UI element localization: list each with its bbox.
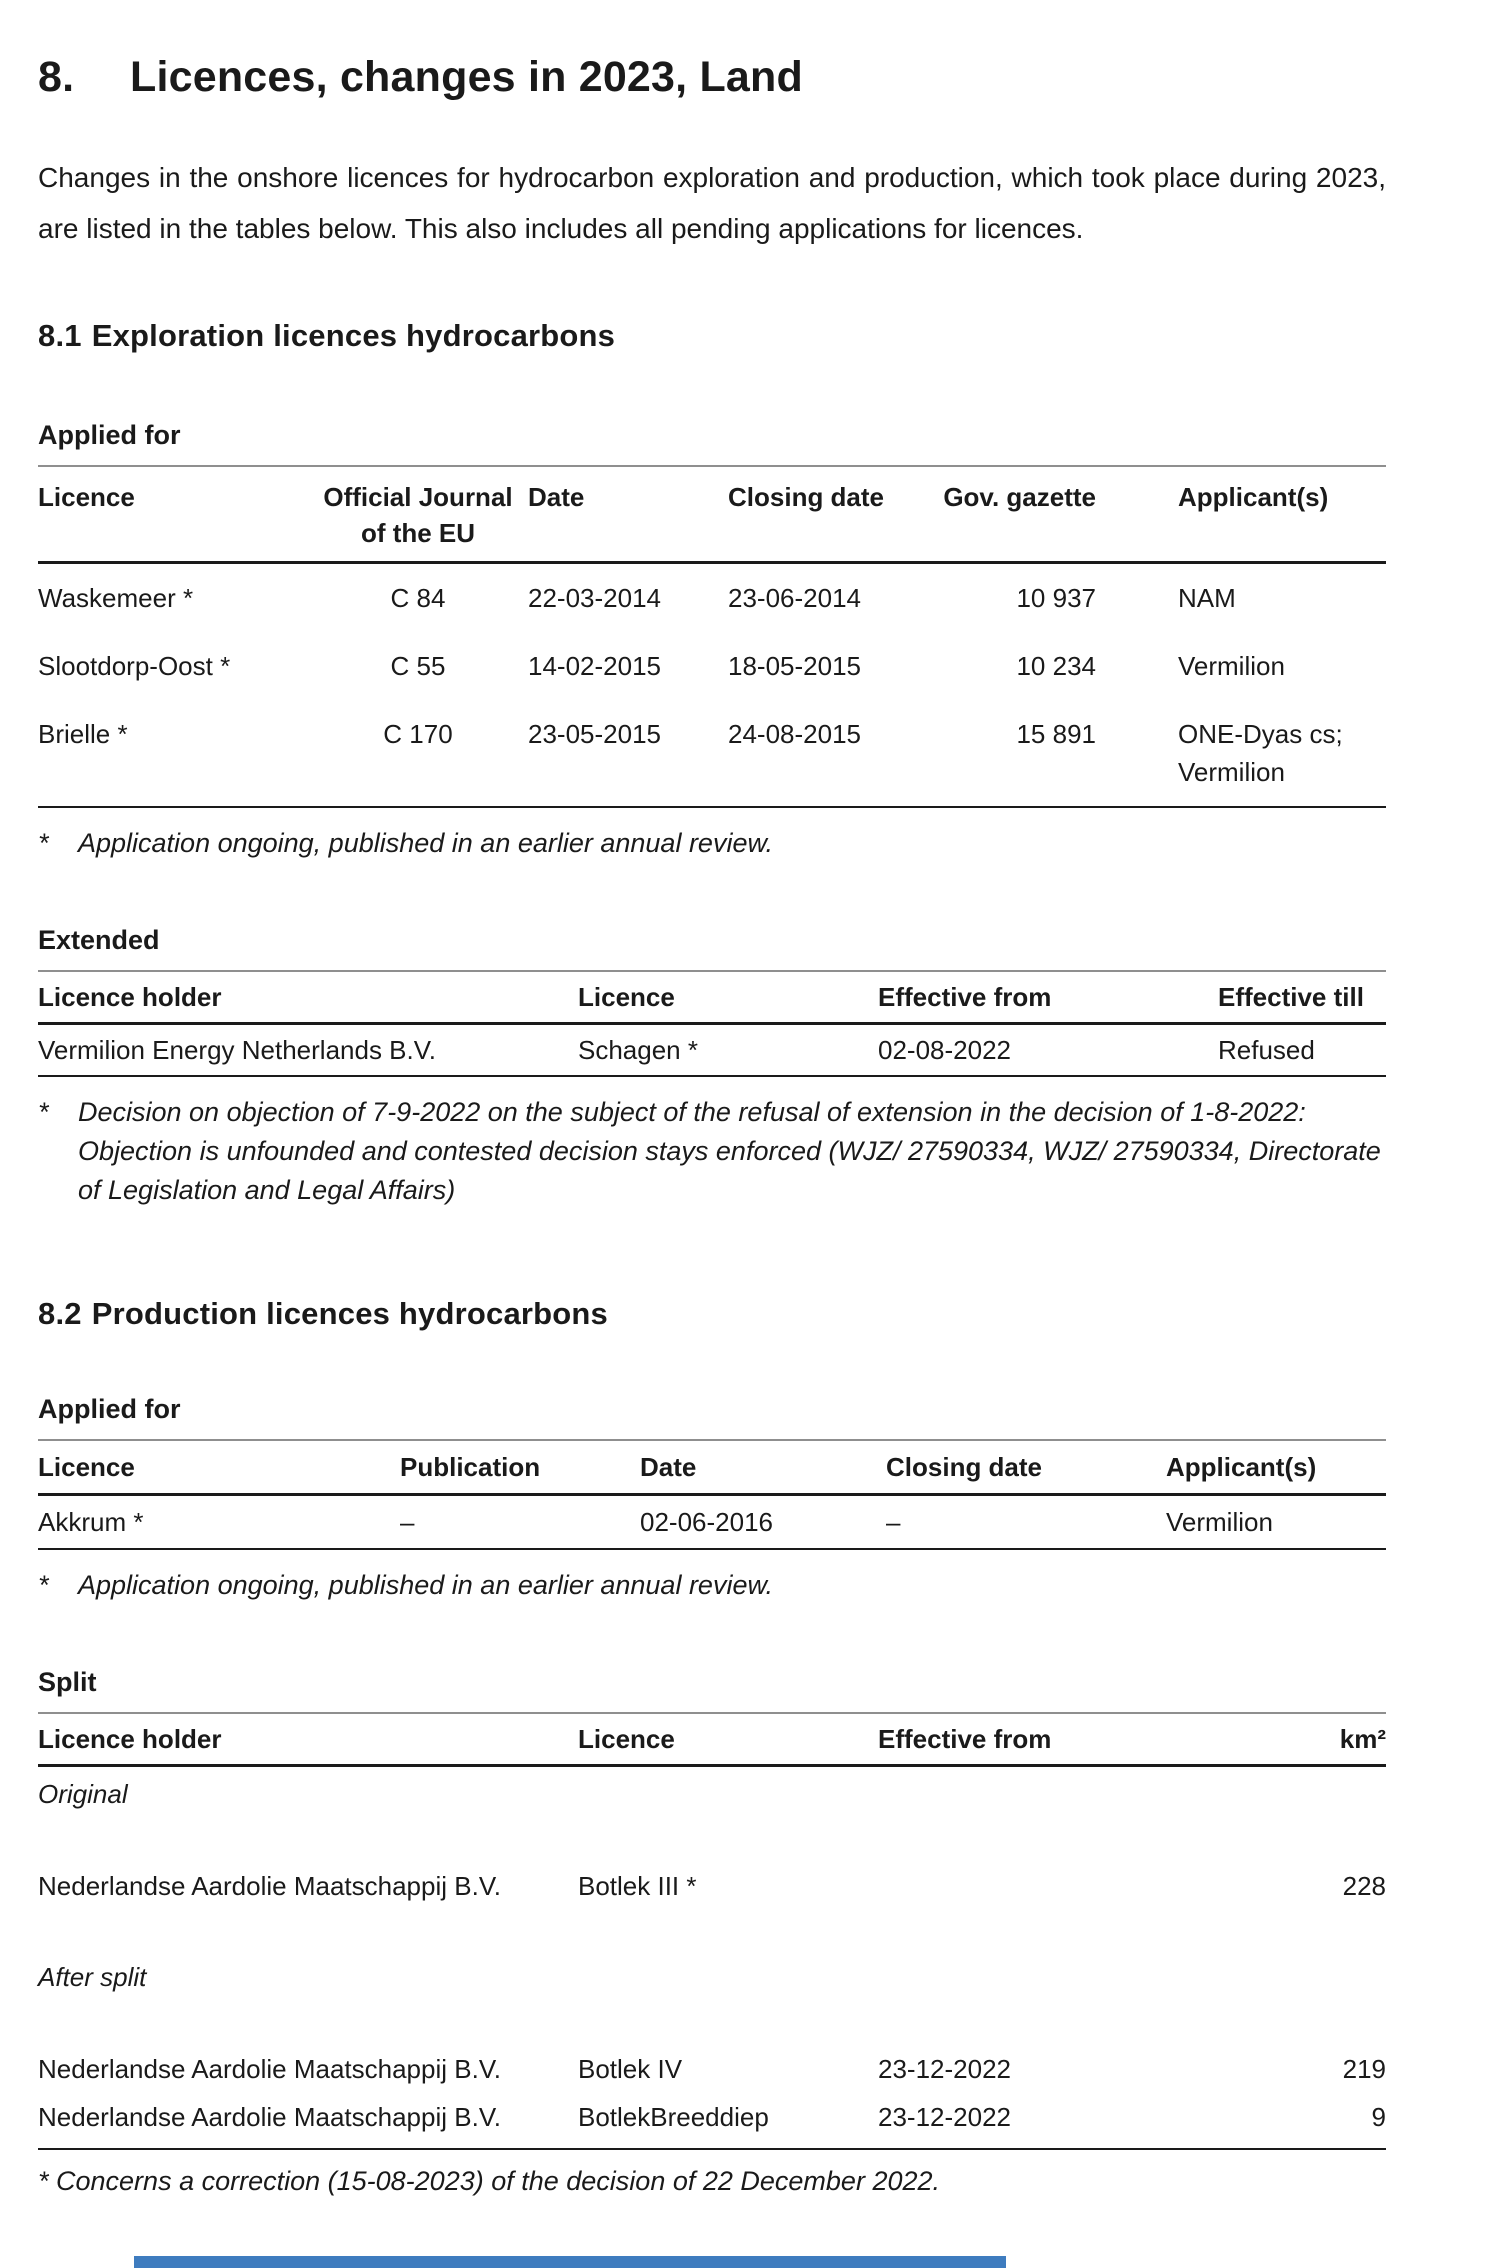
table-cell: Nederlandse Aardolie Maatschappij B.V. — [38, 2054, 501, 2084]
column-header: Licence holder — [38, 971, 578, 1024]
table-cell: ONE-Dyas cs; Vermilion — [1178, 719, 1343, 787]
table-row — [38, 1809, 1386, 1910]
exploration-extended-table — [38, 970, 1386, 1077]
column-header: Applicant(s) — [1166, 1440, 1386, 1495]
table-label-applied-for: Applied for — [38, 420, 181, 450]
column-header: Effective till — [1218, 971, 1386, 1024]
table-footnote — [38, 1093, 1386, 1210]
table-cell: 23-12-2022 — [878, 2054, 1011, 2084]
exploration-applied-table — [38, 465, 1386, 808]
intro-paragraph: Changes in the onshore licences for hydrocarbon exploration and production, which took place during 2023, are listed in the tables below. This also includes all pending applications for licences. — [38, 162, 1386, 244]
column-header: Publication — [400, 1440, 640, 1495]
footnote-text: Application ongoing, published in an earlier annual review. — [78, 1570, 773, 1600]
table-row — [38, 1992, 1386, 2093]
column-header: Official Journal of the EU — [308, 466, 528, 563]
table-cell: 9 — [1371, 2102, 1386, 2132]
footnote-marker: * — [38, 1570, 49, 1600]
table-cell: 18-05-2015 — [728, 651, 861, 681]
column-header: km² — [1218, 1713, 1386, 1766]
column-header: Licence — [578, 1713, 878, 1766]
header-row — [38, 1440, 1386, 1495]
table-cell — [878, 1809, 1218, 1910]
table-row — [38, 1024, 1386, 1077]
header-row — [38, 1713, 1386, 1766]
footnote-marker: * — [38, 1097, 49, 1127]
column-header: Closing date — [886, 1440, 1166, 1495]
group-label-row — [38, 1766, 1386, 1810]
table-row — [38, 700, 1386, 807]
table-cell: 10 234 — [1016, 651, 1096, 681]
table-cell: Waskemeer * — [38, 583, 194, 613]
table-row — [38, 2093, 1386, 2149]
table-cell: C 84 — [390, 583, 446, 613]
table-cell: Botlek IV — [578, 2054, 683, 2084]
column-header: Effective from — [878, 971, 1218, 1024]
table-cell: 23-05-2015 — [528, 719, 661, 749]
table-cell: 15 891 — [1016, 719, 1096, 749]
table-cell: Vermilion Energy Netherlands B.V. — [38, 1035, 436, 1065]
section-heading-8-2 — [38, 1296, 1386, 1332]
table-row — [38, 632, 1386, 700]
column-header: Licence — [578, 971, 878, 1024]
group-label: Original — [38, 1779, 128, 1809]
table-label-applied-for: Applied for — [38, 1394, 181, 1424]
table-cell: Vermilion — [1178, 651, 1285, 681]
table-cell: 23-06-2014 — [728, 583, 861, 613]
table-cell: Botlek III * — [578, 1871, 697, 1901]
chapter-title-text: Licences, changes in 2023, Land — [130, 53, 803, 101]
column-header: Licence — [38, 1440, 400, 1495]
table-footnote: * Concerns a correction (15-08-2023) of the decision of 22 December 2022. — [38, 2166, 941, 2196]
table-footnote — [38, 1566, 1386, 1605]
table-cell: 228 — [1342, 1871, 1386, 1901]
column-header: Effective from — [878, 1713, 1218, 1766]
table-cell: 24-08-2015 — [728, 719, 861, 749]
table-label-split: Split — [38, 1667, 97, 1697]
table-cell: Nederlandse Aardolie Maatschappij B.V. — [38, 2102, 501, 2132]
table-cell: Refused — [1218, 1035, 1315, 1065]
chapter-title — [38, 52, 1386, 102]
section-heading-8-1 — [38, 318, 1386, 354]
table-cell: 02-06-2016 — [640, 1507, 773, 1537]
bottom-accent-bar — [134, 2256, 1006, 2268]
table-cell: C 55 — [390, 651, 446, 681]
group-label-row — [38, 1910, 1386, 1992]
table-footnote — [38, 824, 1386, 863]
footnote-text: Application ongoing, published in an earlier annual review. — [78, 828, 773, 858]
table-cell: NAM — [1178, 583, 1236, 613]
production-split-table — [38, 1712, 1386, 2150]
table-cell: 219 — [1342, 2054, 1386, 2084]
table-row — [38, 1495, 1386, 1550]
table-cell: Akkrum * — [38, 1507, 144, 1537]
table-row — [38, 563, 1386, 633]
column-header: Date — [528, 466, 728, 563]
table-cell: 14-02-2015 — [528, 651, 661, 681]
table-cell: 22-03-2014 — [528, 583, 661, 613]
footnote-text: Decision on objection of 7-9-2022 on the subject of the refusal of extension in the decision of 1-8-2022: Objection is unfounded and contested decision stays enforced (WJZ/ 27590334, WJZ/ 27590334, Directorate of Legislation and Legal Affairs) — [78, 1097, 1381, 1205]
footnote-marker: * — [38, 828, 49, 858]
column-header: Gov. gazette — [943, 466, 1108, 563]
column-header: Licence — [38, 466, 308, 563]
header-row — [38, 466, 1386, 563]
table-cell: 23-12-2022 — [878, 2102, 1011, 2132]
table-cell: 02-08-2022 — [878, 1035, 1011, 1065]
table-cell: Schagen * — [578, 1035, 698, 1065]
table-cell: C 170 — [383, 719, 453, 749]
table-cell: Slootdorp-Oost * — [38, 651, 231, 681]
column-header: Licence holder — [38, 1713, 578, 1766]
table-cell: 10 937 — [1016, 583, 1096, 613]
table-cell: Nederlandse Aardolie Maatschappij B.V. — [38, 1871, 501, 1901]
section-title-text: Production licences hydrocarbons — [91, 1296, 608, 1331]
table-cell: – — [400, 1507, 415, 1537]
column-header: Applicant(s) — [1108, 466, 1386, 563]
table-cell: BotlekBreeddiep — [578, 2102, 769, 2132]
production-applied-table — [38, 1439, 1386, 1550]
column-header: Date — [640, 1440, 886, 1495]
table-cell: Vermilion — [1166, 1507, 1273, 1537]
section-number: 8.2 — [38, 1296, 82, 1331]
header-row — [38, 971, 1386, 1024]
table-cell: Brielle * — [38, 719, 128, 749]
table-label-extended: Extended — [38, 925, 160, 955]
column-header: Closing date — [728, 466, 943, 563]
table-cell: – — [886, 1507, 901, 1537]
section-title-text: Exploration licences hydrocarbons — [91, 318, 616, 353]
group-label: After split — [38, 1962, 147, 1992]
section-number: 8.1 — [38, 318, 82, 353]
chapter-number: 8. — [38, 53, 75, 101]
